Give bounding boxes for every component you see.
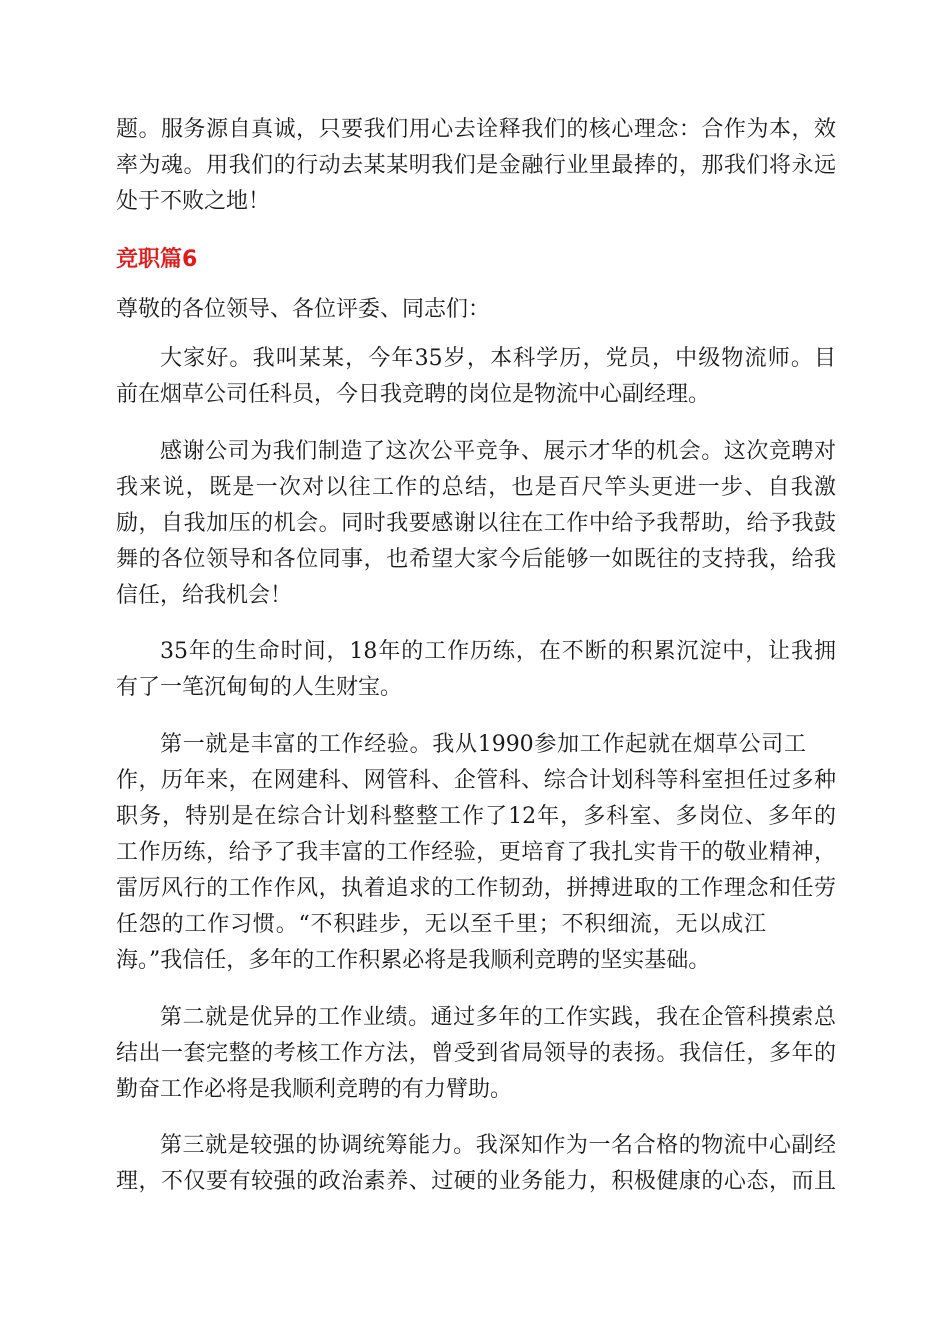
text-line: 结出一套完整的考核工作方法，曾受到省局领导的表扬。我信任，多年的 xyxy=(116,1041,836,1066)
text-line: 处于不败之地！ xyxy=(116,189,271,214)
text-line: 勤奋工作必将是我顺利竞聘的有力臂助。 xyxy=(116,1077,513,1102)
text-line: 题。服务源自真诚，只要我们用心去诠释我们的核心理念：合作为本，效 xyxy=(116,117,836,142)
text-line: 工作历练，给予了我丰富的工作经验，更培育了我扎实肯干的敬业精神， xyxy=(116,840,836,865)
text-line: 第一就是丰富的工作经验。我从1990参加工作起就在烟草公司工 xyxy=(160,732,806,757)
text-line: 有了一笔沉甸甸的人生财宝。 xyxy=(116,675,403,700)
text-line: 海。”我信任，多年的工作积累必将是我顺利竞聘的坚实基础。 xyxy=(116,948,711,973)
text-line: 雷厉风行的工作作风，执着追求的工作韧劲，拼搏进取的工作理念和任劳 xyxy=(116,876,836,901)
text-line: 舞的各位领导和各位同事，也希望大家今后能够一如既往的支持我，给我 xyxy=(116,547,836,572)
text-line: 前在烟草公司任科员，今日我竞聘的岗位是物流中心副经理。 xyxy=(116,382,711,407)
text-line: 理，不仅要有较强的政治素养、过硬的业务能力，积极健康的心态，而且 xyxy=(116,1169,836,1194)
text-line: 励，自我加压的机会。同时我要感谢以往在工作中给予我帮助，给予我鼓 xyxy=(116,511,836,536)
text-line: 信任，给我机会！ xyxy=(116,583,293,608)
text-line: 第二就是优异的工作业绩。通过多年的工作实践，我在企管科摸索总 xyxy=(160,1005,836,1030)
text-line: 作，历年来，在网建科、网管科、企管科、综合计划科等科室担任过多种 xyxy=(116,768,836,793)
text-line: 率为魂。用我们的行动去某某明我们是金融行业里最捧的，那我们将永远 xyxy=(116,153,836,178)
text-line: 职务，特别是在综合计划科整整工作了12年，多科室、多岗位、多年的 xyxy=(116,804,836,829)
section-heading: 竞职篇6 xyxy=(116,247,198,272)
text-line: 感谢公司为我们制造了这次公平竞争、展示才华的机会。这次竞聘对 xyxy=(160,439,836,464)
text-line: 第三就是较强的协调统筹能力。我深知作为一名合格的物流中心副经 xyxy=(160,1133,836,1158)
text-line: 任怨的工作习惯。“不积跬步，无以至千里；不积细流，无以成江 xyxy=(116,912,766,937)
text-line: 大家好。我叫某某，今年35岁，本科学历，党员，中级物流师。目 xyxy=(160,346,836,371)
text-line: 我来说，既是一次对以往工作的总结，也是百尺竿头更进一步、自我激 xyxy=(116,475,836,500)
text-line: 35年的生命时间，18年的工作历练，在不断的积累沉淀中，让我拥 xyxy=(160,639,836,664)
salutation: 尊敬的各位领导、各位评委、同志们： xyxy=(116,297,491,322)
